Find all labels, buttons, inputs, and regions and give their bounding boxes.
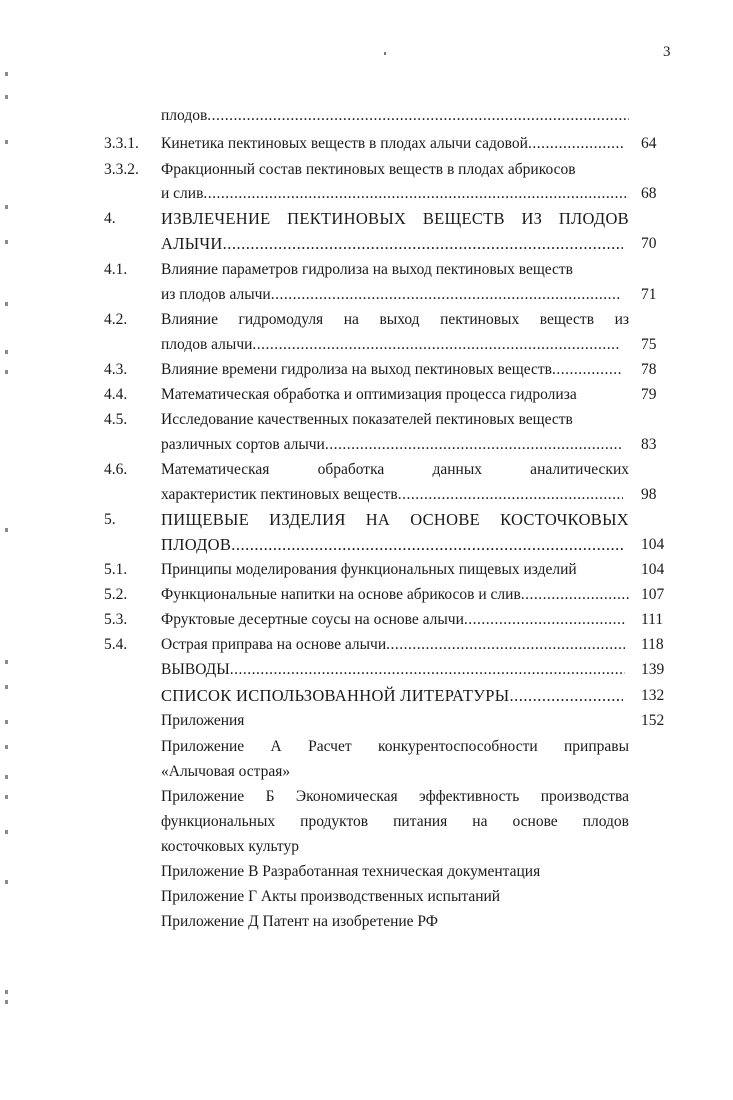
toc-row — [0, 533, 733, 557]
scan-artifact — [5, 880, 8, 884]
toc-entry-page: 107 — [641, 586, 665, 603]
toc-row — [0, 283, 733, 307]
toc-row — [0, 760, 733, 784]
toc-entry-text: Приложение В Разработанная техническая документация — [161, 863, 541, 880]
toc-row — [0, 433, 733, 457]
scan-artifact — [5, 205, 8, 209]
toc-entry-number: 4.5. — [104, 411, 128, 428]
toc-entry-text: из плодов алычи ..... — [161, 283, 621, 307]
toc-entry-text: СПИСОК ИСПОЛЬЗОВАННОЙ ЛИТЕРАТУРЫ ..... — [161, 684, 623, 708]
toc-entry-number: 5.4. — [104, 636, 128, 653]
scan-artifact — [5, 370, 8, 374]
toc-entry-page: 118 — [641, 636, 664, 653]
toc-entry-number: 5.2. — [104, 586, 128, 603]
toc-row — [0, 608, 733, 632]
toc-entry-text: Влияние времени гидролиза на выход пектиновых веществ ..... — [161, 358, 623, 382]
toc-entry-text: характеристик пектиновых веществ ..... — [161, 483, 623, 507]
toc-entry-page: 83 — [641, 436, 657, 453]
toc-row — [0, 583, 733, 607]
toc-entry-number: 4.2. — [104, 311, 128, 328]
toc-entry-text: Влияние параметров гидролиза на выход пектиновых веществ — [161, 261, 573, 278]
toc-entry-text: Приложение А Расчет конкурентоспособности приправы — [161, 738, 629, 755]
toc-row — [0, 684, 733, 708]
toc-entry-number: 5.3. — [104, 611, 128, 628]
toc-row — [0, 308, 733, 332]
toc-entry-text: косточковых культур — [161, 838, 299, 855]
toc-entry-text: Исследование качественных показателей пектиновых веществ — [161, 411, 573, 428]
scan-artifact — [5, 830, 8, 834]
toc-entry-number: 4.3. — [104, 361, 128, 378]
scan-artifact — [5, 685, 8, 689]
toc-entry-text: плодов ..... — [161, 104, 629, 128]
scan-artifact — [5, 528, 8, 532]
toc-entry-text: Фракционный состав пектиновых веществ в плодах абрикосов — [161, 161, 576, 178]
toc-row — [0, 104, 733, 128]
toc-row — [0, 810, 733, 834]
toc-entry-page: 68 — [641, 185, 657, 202]
scan-artifact — [5, 240, 8, 244]
toc-entry-number: 4. — [104, 210, 116, 227]
toc-entry-text: Влияние гидромодуля на выход пектиновых веществ из — [161, 311, 629, 328]
toc-entry-number: 4.6. — [104, 461, 128, 478]
toc-entry-text: функциональных продуктов питания на основе плодов — [161, 813, 629, 830]
toc-row — [0, 860, 733, 884]
toc-entry-page: 152 — [641, 712, 665, 729]
toc-entry-text: Принципы моделирования функциональных пищевых изделий — [161, 561, 577, 578]
toc-entry-number: 3.3.1. — [104, 135, 139, 152]
toc-entry-text: Приложения — [161, 712, 245, 729]
toc-entry-text: Математическая обработка данных аналитических — [161, 461, 629, 478]
toc-entry-page: 111 — [641, 611, 664, 628]
toc-row — [0, 483, 733, 507]
toc-entry-text: ИЗВЛЕЧЕНИЕ ПЕКТИНОВЫХ ВЕЩЕСТВ ИЗ ПЛОДОВ — [161, 209, 629, 228]
toc-entry-text: Острая приправа на основе алычи ..... — [161, 633, 625, 657]
scan-artifact — [5, 302, 8, 306]
toc-entry-number: 5.1. — [104, 561, 128, 578]
toc-entry-text: Математическая обработка и оптимизация процесса гидролиза — [161, 386, 577, 403]
toc-row — [0, 383, 733, 407]
toc-row — [0, 658, 733, 682]
toc-row — [0, 333, 733, 357]
toc-row — [0, 232, 733, 256]
toc-entry-text: Приложение Б Экономическая эффективность производства — [161, 788, 629, 805]
scan-artifact — [5, 795, 8, 799]
toc-row — [0, 258, 733, 282]
toc-entry-text: ПИЩЕВЫЕ ИЗДЕЛИЯ НА ОСНОВЕ КОСТОЧКОВЫХ — [161, 510, 629, 529]
toc-entry-text: ВЫВОДЫ ..... — [161, 658, 625, 682]
toc-entry-text: АЛЫЧИ ..... — [161, 232, 623, 256]
scan-artifact — [5, 660, 8, 664]
toc-entry-page: 98 — [641, 486, 657, 503]
scan-artifact — [5, 745, 8, 749]
toc-entry-page: 104 — [641, 561, 665, 578]
toc-row — [0, 785, 733, 809]
toc-row — [0, 207, 733, 231]
scan-artifact — [5, 1000, 8, 1004]
toc-row — [0, 408, 733, 432]
toc-entry-text: Приложение Г Акты производственных испытаний — [161, 888, 501, 905]
toc-entry-page: 70 — [641, 235, 657, 252]
toc-row — [0, 885, 733, 909]
toc-row — [0, 158, 733, 182]
toc-entry-text: Функциональные напитки на основе абрикосов и слив ..... — [161, 583, 629, 607]
toc-row — [0, 735, 733, 759]
toc-entry-page: 64 — [641, 135, 657, 152]
toc-entry-number: 5. — [104, 511, 116, 528]
toc-entry-number: 4.4. — [104, 386, 128, 403]
toc-row — [0, 508, 733, 532]
scan-artifact — [5, 775, 8, 779]
scan-artifact — [5, 990, 8, 994]
toc-row — [0, 182, 733, 206]
toc-entry-text: и слив ..... — [161, 182, 629, 206]
toc-entry-text: плодов алычи ..... — [161, 333, 621, 357]
toc-entry-text: Приложение Д Патент на изобретение РФ — [161, 913, 439, 930]
scan-artifact — [5, 720, 8, 724]
toc-entry-text: ПЛОДОВ ..... — [161, 533, 623, 557]
page-number: 3 — [663, 44, 671, 60]
toc-entry-text: «Алычовая острая» — [161, 763, 291, 780]
toc-entry-text: Фруктовые десертные соусы на основе алычи ..... — [161, 608, 625, 632]
toc-row — [0, 132, 733, 156]
toc-row — [0, 558, 733, 582]
toc-entry-page: 75 — [641, 336, 657, 353]
scan-artifact — [5, 350, 8, 354]
toc-entry-text: различных сортов алычи ..... — [161, 433, 623, 457]
toc-entry-text: Кинетика пектиновых веществ в плодах алычи садовой ..... — [161, 132, 623, 156]
toc-row — [0, 709, 733, 733]
toc-entry-page: 139 — [641, 661, 665, 678]
toc-row — [0, 835, 733, 859]
toc-entry-number: 3.3.2. — [104, 161, 139, 178]
scan-artifact — [5, 72, 8, 76]
toc-row — [0, 358, 733, 382]
toc-entry-page: 79 — [641, 386, 657, 403]
scan-artifact — [384, 52, 386, 55]
scan-artifact — [5, 140, 8, 144]
toc-entry-page: 71 — [641, 286, 657, 303]
toc-entry-number: 4.1. — [104, 261, 128, 278]
toc-entry-page: 78 — [641, 361, 657, 378]
toc-row — [0, 910, 733, 934]
toc-entry-page: 132 — [641, 687, 665, 704]
toc-row — [0, 458, 733, 482]
scan-artifact — [5, 95, 8, 99]
toc-row — [0, 633, 733, 657]
toc-entry-page: 104 — [641, 536, 665, 553]
